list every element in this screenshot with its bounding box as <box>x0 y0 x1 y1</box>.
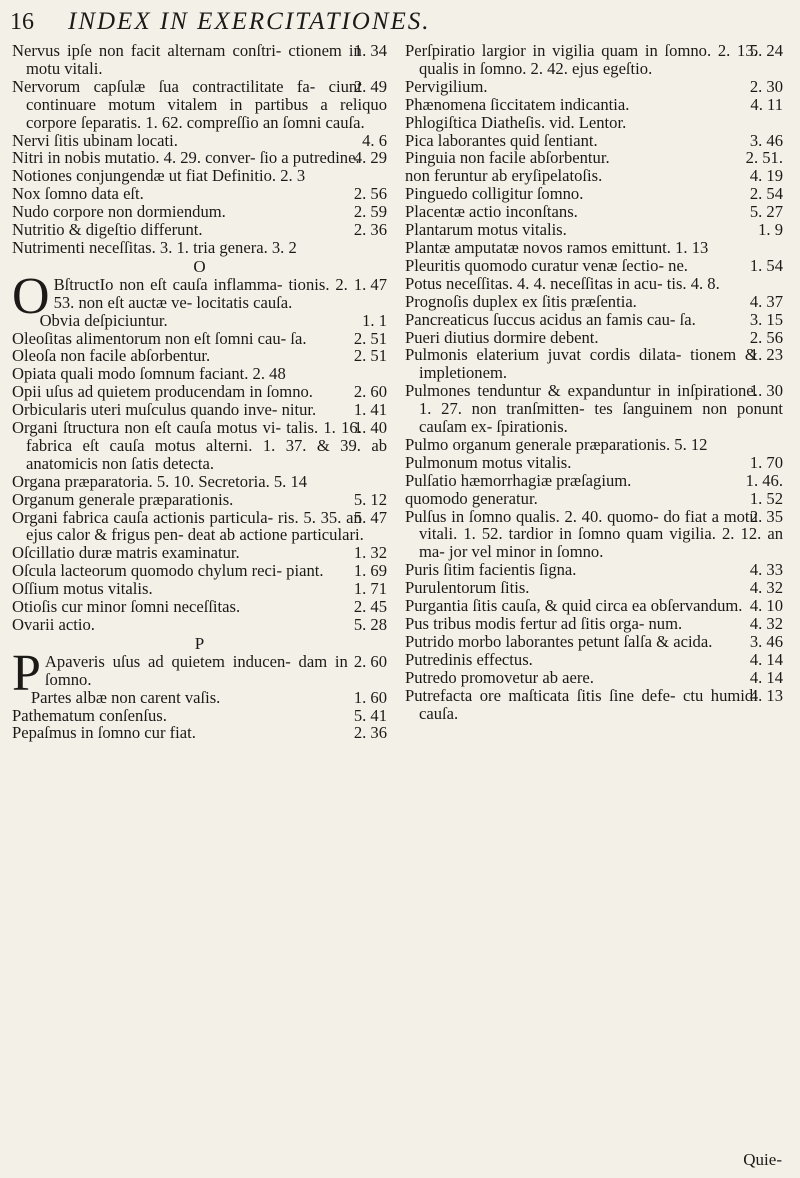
entry-reference: 1. 1 <box>362 310 387 330</box>
entry-reference: 1. 70 <box>749 452 783 472</box>
page-header <box>10 8 790 38</box>
entry-text: Opiata quali modo ſomnum faciant. 2. 48 <box>12 364 286 384</box>
index-entry <box>405 669 783 687</box>
index-entry <box>405 382 783 436</box>
section-letter-p: P <box>194 633 205 653</box>
entry-text: Pulmonum motus vitalis. <box>405 452 572 472</box>
entry-reference: 2. 60 <box>353 382 387 402</box>
entry-text: Organi ſtructura non eſt cauſa motus vi- talis. 1. 16. fabrica eſt cauſa motus alterni. 1. 37. & 39. ab anatomicis non ſatis detecta. <box>12 418 387 473</box>
entry-text: Ovarii actio. <box>12 615 95 634</box>
index-entry <box>405 329 783 347</box>
entry-reference: 4. 11 <box>750 94 783 114</box>
entry-text: Pulſatio hæmorrhagiæ præſagium. <box>405 470 632 490</box>
catchword: Quie- <box>743 1150 782 1169</box>
index-entry <box>405 114 783 132</box>
entry-reference: 4. 6 <box>362 130 387 150</box>
index-entry <box>405 275 783 293</box>
entry-text: Nox ſomno data eſt. <box>12 184 144 204</box>
entry-reference: 5. 12 <box>353 489 387 509</box>
entry-text: Putredinis effectus. <box>405 649 533 669</box>
entry-text: Nitri in nobis mutatio. 4. 29. conver- ſio a putredine. <box>12 148 360 168</box>
entry-text: Prognoſis duplex ex ſitis præſentia. <box>405 291 637 311</box>
entry-text: Pueri diutius dormire debent. <box>405 327 599 347</box>
index-entry <box>12 203 387 221</box>
entry-reference: 2. 59 <box>353 202 387 222</box>
index-entry <box>405 149 783 167</box>
index-entry <box>405 167 783 185</box>
entry-reference: 5. 27 <box>749 202 783 222</box>
entry-text: Opii uſus ad quietem producendam in ſomno. <box>12 382 313 402</box>
entry-reference: 1. 47 <box>353 274 387 294</box>
index-entry <box>405 615 783 633</box>
entry-reference: 5. 28 <box>353 615 387 634</box>
index-entry <box>405 311 783 329</box>
entry-reference: 1. 54 <box>749 255 783 275</box>
index-entry <box>405 508 783 562</box>
entry-reference: 4. 14 <box>749 667 783 687</box>
index-entry <box>405 132 783 150</box>
index-entry <box>405 454 783 472</box>
entry-reference: 1. 46. <box>745 470 783 490</box>
entry-text: Pulſus in ſomno qualis. 2. 40. quomo- do fiat a motu vitali. 1. 52. tardior in ſomno quam vigilia. 2. 12. an ma- jor vel minor in ſomno. <box>405 506 783 562</box>
entry-reference: 1. 32 <box>353 543 387 563</box>
entry-reference: 2. 49 <box>353 76 387 96</box>
entry-text: Pulmo organum generale præparationis. 5. 12 <box>405 434 708 454</box>
entry-text: Notiones conjungendæ ut fiat Definitio. 2. 3 <box>12 166 306 186</box>
entry-reference: 3. 15 <box>749 309 783 329</box>
index-entry <box>12 598 387 616</box>
entry-text: Pulmonis elaterium juvat cordis dilata- tionem & impletionem. <box>405 345 758 383</box>
index-entry <box>405 42 783 78</box>
entry-reference: 2. 36 <box>353 723 387 743</box>
index-entry <box>12 42 387 78</box>
entry-reference: 2. 36 <box>353 220 387 240</box>
index-entry <box>405 221 783 239</box>
entry-reference: 2. 51 <box>353 346 387 366</box>
entry-reference: 2. 51 <box>353 328 387 348</box>
entry-text: Oleoſa non facile abſorbentur. <box>12 346 211 366</box>
entry-text: Nutrimenti neceſſitas. 3. 1. tria genera. 3. 2 <box>12 237 297 257</box>
index-entry <box>12 689 387 707</box>
entry-text: Phænomena ſiccitatem indicantia. <box>405 94 630 114</box>
entry-reference: 3. 46 <box>749 130 783 150</box>
index-entry <box>405 185 783 203</box>
entry-reference: 5. 41 <box>353 705 387 725</box>
entry-reference: 2. 45 <box>353 597 387 617</box>
index-entry <box>405 633 783 651</box>
entry-text: Purgantia ſitis cauſa, & quid circa ea obſervandum. <box>405 596 743 616</box>
entry-text: Pinguedo colligitur ſomno. <box>405 184 584 204</box>
entry-text: Perſpiratio largior in vigilia quam in ſomno. 2. 13. qualis in ſomno. 2. 42. ejus egeſtio. <box>405 41 758 78</box>
index-entry <box>12 544 387 562</box>
index-entry <box>12 312 387 330</box>
section-letter-o: O <box>193 256 206 276</box>
entry-text: BſtructIo non eſt cauſa inflamma- tionis. 2. 53. non eſt auctæ ve- locitatis cauſa. <box>53 274 348 312</box>
entry-reference: 5. 24 <box>749 41 783 60</box>
entry-text: Pulmones tenduntur & expanduntur in inſpiratione. 1. 27. non tranſmitten- tes ſanguinem non ponunt cauſam ex- ſpirationis. <box>405 381 783 437</box>
entry-text: Organum generale præparationis. <box>12 489 234 509</box>
entry-reference: 1. 52 <box>749 488 783 508</box>
entry-reference: 4. 14 <box>749 649 783 669</box>
entry-text: Partes albæ non carent vaſis. <box>30 687 221 707</box>
entry-reference: 1. 30 <box>749 381 783 401</box>
drop-capital: P <box>12 644 41 702</box>
entry-text: Pinguia non facile abſorbentur. <box>405 148 610 168</box>
index-entry <box>12 724 387 742</box>
index-entry <box>12 616 387 634</box>
index-entry <box>405 346 783 382</box>
entry-reference: 1. 60 <box>353 687 387 707</box>
entry-text: Nutritio & digeſtio differunt. <box>12 220 203 240</box>
entry-text: Orbicularis uteri muſculus quando inve- nitur. <box>12 400 317 420</box>
entry-text: Potus neceſſitas. 4. 4. neceſſitas in acu- tis. 4. 8. <box>405 273 720 293</box>
index-entry <box>405 597 783 615</box>
entry-reference: 4. 13 <box>749 685 783 705</box>
entry-reference: 2. 30 <box>749 76 783 96</box>
index-entry <box>12 239 387 257</box>
index-entry <box>12 491 387 509</box>
index-entry <box>12 473 387 491</box>
index-entry <box>405 436 783 454</box>
entry-text: Pancreaticus ſuccus acidus an famis cau- ſa. <box>405 309 696 329</box>
index-entry <box>12 580 387 598</box>
entry-reference: 1. 69 <box>353 561 387 581</box>
index-entry <box>12 509 387 545</box>
entry-text: Putrido morbo laborantes petunt ſalſa & acida. <box>405 631 713 651</box>
running-title: INDEX IN EXERCITATIONES. <box>68 8 431 35</box>
index-entry <box>12 383 387 401</box>
entry-reference: 1. 41 <box>353 400 387 420</box>
entry-reference: 4. 37 <box>749 291 783 311</box>
index-entry <box>12 401 387 419</box>
entry-reference: 2. 35 <box>749 506 783 526</box>
entry-text: Putredo promovetur ab aere. <box>405 667 594 687</box>
entry-text: Pervigilium. <box>405 76 488 96</box>
entry-text: Nervus ipſe non facit alternam conſtri- ctionem in motu vitali. <box>12 41 362 78</box>
entry-text: Oſſium motus vitalis. <box>12 579 153 599</box>
entry-reference: 4. 19 <box>749 166 783 186</box>
entry-text: non feruntur ab eryſipelatoſis. <box>405 166 603 186</box>
entry-reference: 2. 56 <box>353 184 387 204</box>
index-entry <box>405 203 783 221</box>
index-entry <box>405 257 783 275</box>
entry-text: Pathematum conſenſus. <box>12 705 167 725</box>
index-entry <box>12 78 387 132</box>
entry-text: Nervi ſitis ubinam locati. <box>12 130 178 150</box>
o-entries <box>12 267 387 634</box>
entry-reference: 4. 32 <box>749 614 783 633</box>
index-entry <box>405 472 783 490</box>
entry-text: Nudo corpore non dormiendum. <box>12 202 226 222</box>
p-entries-right <box>405 42 783 722</box>
entry-text: Pica laborantes quid ſentiant. <box>405 130 598 150</box>
index-entry <box>12 149 387 167</box>
index-entry <box>405 78 783 96</box>
entry-text: quomodo generatur. <box>405 488 538 508</box>
entry-text: Organa præparatoria. 5. 10. Secretoria. 5. 14 <box>12 471 308 491</box>
index-entry <box>405 239 783 257</box>
page-number: 16 <box>10 9 34 35</box>
entry-text: Puris ſitim facientis ſigna. <box>405 560 577 580</box>
entry-reference: 2. 51. <box>745 148 783 168</box>
index-entry <box>12 185 387 203</box>
entry-reference: 5. 47 <box>353 507 387 527</box>
entry-text: Plantæ amputatæ novos ramos emittunt. 1. 13 <box>405 237 709 257</box>
entry-text: Otioſis cur minor ſomni neceſſitas. <box>12 597 241 617</box>
entry-text: Pepaſmus in ſomno cur fiat. <box>12 723 196 743</box>
index-entry <box>12 419 387 473</box>
index-entry <box>12 347 387 365</box>
entry-text: Placentæ actio inconſtans. <box>405 202 578 222</box>
index-entry <box>12 167 387 185</box>
drop-capital: O <box>12 267 50 325</box>
p-entries-left <box>12 644 387 743</box>
entry-reference: 3. 46 <box>749 631 783 651</box>
left-column <box>12 42 387 742</box>
index-entry <box>405 561 783 579</box>
index-entry <box>405 579 783 597</box>
right-column <box>405 42 783 722</box>
entry-text: Obvia deſpiciuntur. <box>39 310 168 330</box>
entry-reference: 1. 9 <box>758 220 783 240</box>
index-entry <box>12 132 387 150</box>
entry-reference: 4. 32 <box>749 578 783 598</box>
entry-reference: 1. 23 <box>749 345 783 365</box>
index-entry <box>12 330 387 348</box>
entry-reference: 1. 34 <box>353 41 387 60</box>
entry-reference: 1. 71 <box>353 579 387 599</box>
entry-reference: 4. 29 <box>353 148 387 168</box>
index-entry <box>405 490 783 508</box>
entry-text: Pus tribus modis fertur ad ſitis orga- num. <box>405 614 683 633</box>
entry-text: Oſcillatio duræ matris examinatur. <box>12 543 240 563</box>
index-entry <box>405 687 783 723</box>
entry-reference: 2. 54 <box>749 184 783 204</box>
entry-text: Plantarum motus vitalis. <box>405 220 567 240</box>
entry-reference: 4. 10 <box>749 596 783 616</box>
index-entry <box>405 293 783 311</box>
index-entry <box>12 707 387 725</box>
entry-text: Putrefacta ore maſticata ſitis ſine defe- ctu humidi cauſa. <box>405 685 758 723</box>
entry-text: Phlogiſtica Diatheſis. vid. Lentor. <box>405 112 627 132</box>
n-entries <box>12 42 387 257</box>
index-entry <box>405 96 783 114</box>
entry-text: Pleuritis quomodo curatur venæ ſectio- ne. <box>405 255 688 275</box>
entry-text: Nervorum capſulæ ſua contractilitate fa- ciunt continuare motum vitalem in partibus a reliquo corpore ſeparatis. 1. 62. compreſſio an ſomni cauſa. <box>12 76 387 132</box>
entry-reference: 2. 56 <box>749 327 783 347</box>
entry-reference: 4. 33 <box>749 560 783 580</box>
index-entry <box>12 562 387 580</box>
entry-text: Oſcula lacteorum quomodo chylum reci- piant. <box>12 561 324 581</box>
index-entry <box>405 651 783 669</box>
entry-reference: 2. 60 <box>353 651 387 671</box>
index-entry <box>12 365 387 383</box>
entry-reference: 1. 40 <box>353 418 387 438</box>
entry-text: Apaveris uſus ad quietem inducen- dam in ſomno. <box>44 651 348 689</box>
index-entry <box>12 221 387 239</box>
entry-text: Purulentorum ſitis. <box>405 578 530 598</box>
entry-text: Organi fabrica cauſa actionis particula- ris. 5. 35. an ejus calor & frigus pen- deat ab actione particulari. <box>12 507 364 545</box>
entry-text: Oleoſitas alimentorum non eſt ſomni cau- ſa. <box>12 328 307 348</box>
